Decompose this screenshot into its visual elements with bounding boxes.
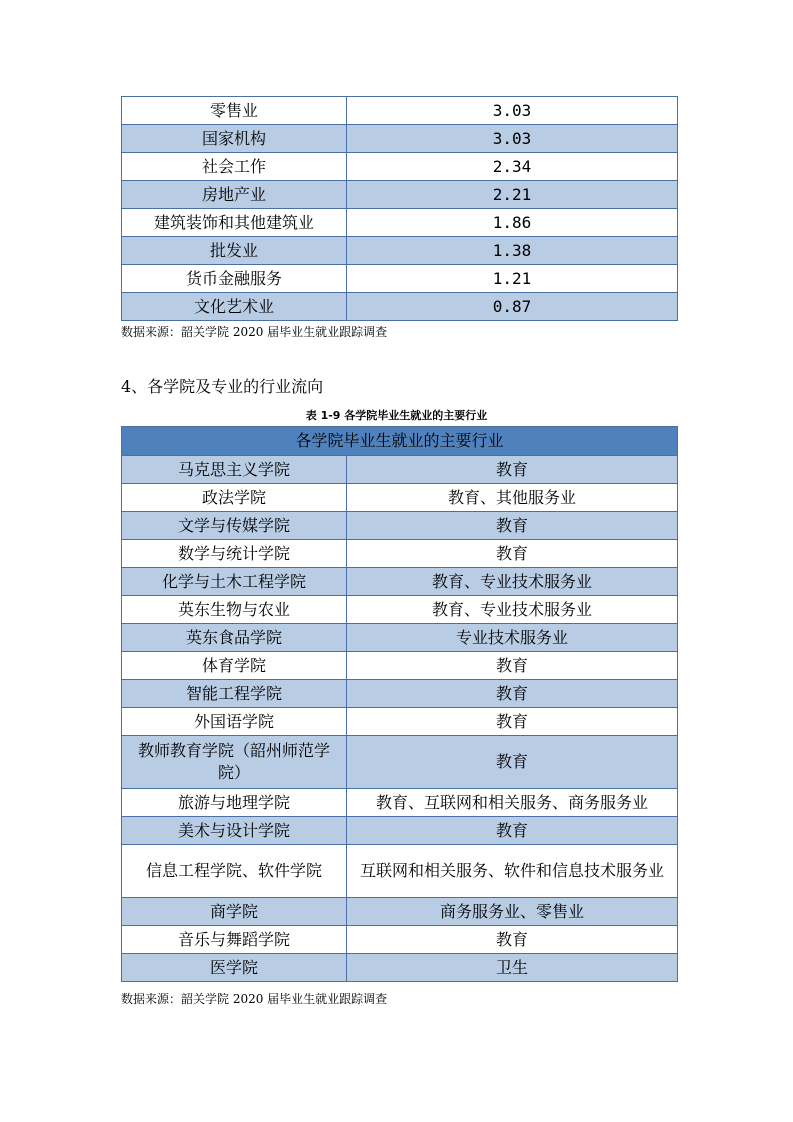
college-name: 英东生物与农业 [122,596,347,624]
table-caption: 表 1-9 各学院毕业生就业的主要行业 [305,409,488,422]
table-row [122,125,678,153]
industry-name: 文化艺术业 [122,293,347,321]
table-row [122,736,678,789]
college-industries: 教育 [347,817,678,845]
table-row [122,265,678,293]
industry-name: 零售业 [122,97,347,125]
college-name: 外国语学院 [122,708,347,736]
college-name: 智能工程学院 [122,680,347,708]
college-name: 马克思主义学院 [122,456,347,484]
table-row [122,817,678,845]
table-row [122,512,678,540]
college-industries: 互联网和相关服务、软件和信息技术服务业 [347,845,678,898]
college-industries: 教育、专业技术服务业 [347,568,678,596]
industry-value: 1.86 [347,209,678,237]
industry-name: 货币金融服务 [122,265,347,293]
college-industries: 教育 [347,680,678,708]
college-industries: 教育 [347,512,678,540]
college-name: 信息工程学院、软件学院 [122,845,347,898]
section-heading: 4、各学院及专业的行业流向 [121,377,324,396]
table-row [122,293,678,321]
industry-name: 房地产业 [122,181,347,209]
college-name: 体育学院 [122,652,347,680]
table-row [122,456,678,484]
data-source-note: 数据来源：韶关学院 2020 届毕业生就业跟踪调查 [121,325,388,339]
industry-value: 1.38 [347,237,678,265]
industry-value: 2.34 [347,153,678,181]
data-source-note: 数据来源：韶关学院 2020 届毕业生就业跟踪调查 [121,992,388,1006]
industry-value: 3.03 [347,97,678,125]
industry-value: 3.03 [347,125,678,153]
college-industries: 教育 [347,540,678,568]
table-row [122,708,678,736]
college-industry-table [121,426,678,982]
table-row [122,845,678,898]
college-industries: 教育、互联网和相关服务、商务服务业 [347,789,678,817]
college-name: 美术与设计学院 [122,817,347,845]
college-industries: 教育、专业技术服务业 [347,596,678,624]
college-industries: 教育 [347,736,678,789]
college-name: 政法学院 [122,484,347,512]
industry-name: 批发业 [122,237,347,265]
college-industries: 教育 [347,456,678,484]
table-row [122,484,678,512]
table-row [122,652,678,680]
college-industries: 商务服务业、零售业 [347,898,678,926]
college-name: 旅游与地理学院 [122,789,347,817]
college-name: 英东食品学院 [122,624,347,652]
table-row [122,209,678,237]
industry-share-table [121,96,678,321]
table-row [122,789,678,817]
college-name: 数学与统计学院 [122,540,347,568]
college-industries: 教育 [347,652,678,680]
table-row [122,181,678,209]
table-row [122,153,678,181]
college-industries: 卫生 [347,954,678,982]
industry-name: 建筑装饰和其他建筑业 [122,209,347,237]
table-row [122,596,678,624]
table-row [122,97,678,125]
college-name: 化学与土木工程学院 [122,568,347,596]
table-row [122,954,678,982]
table-header-row [122,427,678,456]
table-row [122,624,678,652]
college-name: 音乐与舞蹈学院 [122,926,347,954]
industry-value: 0.87 [347,293,678,321]
college-name: 医学院 [122,954,347,982]
college-industries: 专业技术服务业 [347,624,678,652]
industry-name: 社会工作 [122,153,347,181]
college-name: 商学院 [122,898,347,926]
table-row [122,568,678,596]
table-row [122,898,678,926]
college-industries: 教育、其他服务业 [347,484,678,512]
industry-value: 1.21 [347,265,678,293]
college-name: 文学与传媒学院 [122,512,347,540]
table-row [122,680,678,708]
college-industries: 教育 [347,926,678,954]
table-header: 各学院毕业生就业的主要行业 [122,427,678,456]
college-name: 教师教育学院（韶州师范学院） [122,736,347,789]
table-row [122,926,678,954]
college-industries: 教育 [347,708,678,736]
table-row [122,540,678,568]
table-row [122,237,678,265]
industry-value: 2.21 [347,181,678,209]
industry-name: 国家机构 [122,125,347,153]
